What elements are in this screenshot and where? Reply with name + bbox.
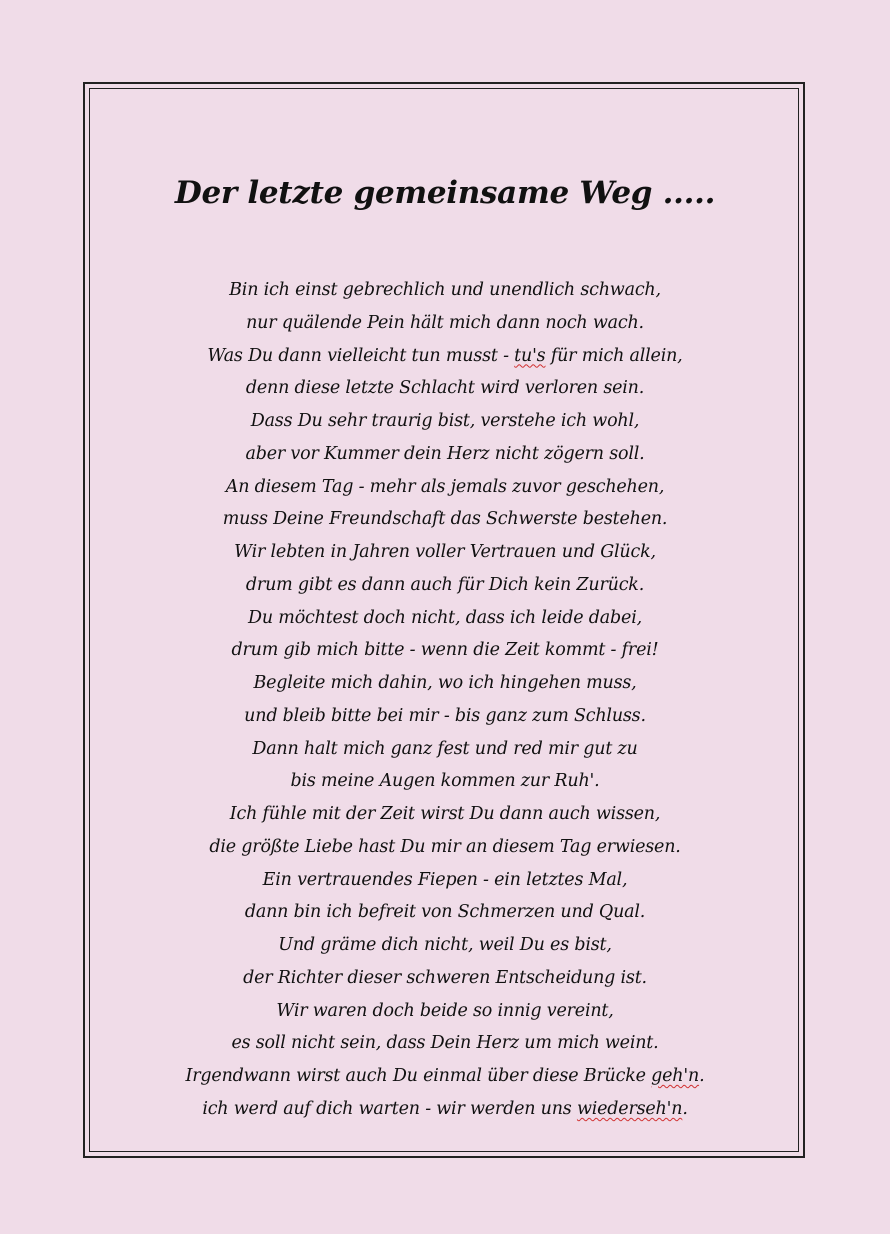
poem-line bbox=[0, 798, 890, 831]
poem-line-text: Irgendwann wirst auch Du einmal über diese Brücke bbox=[185, 1066, 652, 1086]
poem-line bbox=[0, 667, 890, 700]
poem-line-text: drum gibt es dann auch für Dich kein Zurück. bbox=[245, 574, 645, 595]
poem-line-text: nur quälende Pein hält mich dann noch wach. bbox=[246, 312, 644, 333]
poem-line-text: ich werd auf dich warten - wir werden uns bbox=[202, 1098, 577, 1119]
poem-line bbox=[0, 634, 890, 667]
poem-line-text: drum gib mich bitte - wenn die Zeit kommt - frei! bbox=[231, 640, 659, 661]
poem-line-text: Ein vertrauendes Fiepen - ein letztes Mal, bbox=[262, 869, 628, 890]
spellcheck-flagged-word: tu's bbox=[514, 345, 546, 366]
poem-line bbox=[0, 274, 890, 307]
poem-line-text: . bbox=[682, 1098, 688, 1119]
poem-line-text: . bbox=[699, 1066, 705, 1086]
poem-line-text: Begleite mich dahin, wo ich hingehen muss, bbox=[253, 673, 637, 693]
poem-line bbox=[0, 1093, 890, 1126]
poem-line-text: der Richter dieser schweren Entscheidung ist. bbox=[243, 967, 647, 988]
poem-line bbox=[0, 700, 890, 733]
poem-line bbox=[0, 1060, 890, 1093]
poem-line bbox=[0, 733, 890, 766]
poem-line-text: An diesem Tag - mehr als jemals zuvor geschehen, bbox=[225, 476, 665, 497]
poem-line-text: Du möchtest doch nicht, dass ich leide dabei, bbox=[248, 607, 642, 628]
poem-line bbox=[0, 372, 890, 405]
poem-line bbox=[0, 929, 890, 962]
poem-line-text: muss Deine Freundschaft das Schwerste bestehen. bbox=[222, 509, 668, 530]
poem-line bbox=[0, 831, 890, 864]
poem-line bbox=[0, 536, 890, 569]
poem-line-text: Dass Du sehr traurig bist, verstehe ich wohl, bbox=[250, 411, 640, 431]
poem-line-text: die größte Liebe hast Du mir an diesem Tag erwiesen. bbox=[209, 836, 681, 857]
poem-line-text: es soll nicht sein, dass Dein Herz um mich weint. bbox=[231, 1033, 659, 1054]
poem-line-text: bis meine Augen kommen zur Ruh'. bbox=[290, 771, 600, 792]
poem-line bbox=[0, 438, 890, 471]
poem-line-text: Und gräme dich nicht, weil Du es bist, bbox=[278, 935, 612, 955]
poem-line bbox=[0, 864, 890, 897]
poem-line bbox=[0, 765, 890, 798]
poem-line bbox=[0, 405, 890, 438]
poem-line bbox=[0, 340, 890, 373]
poem-line-text: und bleib bitte bei mir - bis ganz zum Schluss. bbox=[244, 705, 646, 726]
poem-line-text: Wir waren doch beide so innig vereint, bbox=[276, 1000, 614, 1021]
poem-line bbox=[0, 602, 890, 635]
poem-line bbox=[0, 471, 890, 504]
poem-line bbox=[0, 896, 890, 929]
poem-line-text: Wir lebten in Jahren voller Vertrauen und Glück, bbox=[234, 542, 656, 562]
poem-line-text: Was Du dann vielleicht tun musst - bbox=[207, 345, 515, 366]
poem-line-text: denn diese letzte Schlacht wird verloren sein. bbox=[245, 378, 645, 399]
poem-line bbox=[0, 307, 890, 340]
poem-line bbox=[0, 503, 890, 536]
poem-line-text: dann bin ich befreit von Schmerzen und Qual. bbox=[244, 902, 646, 923]
poem-line-text: Dann halt mich ganz fest und red mir gut zu bbox=[252, 738, 638, 759]
poem-line bbox=[0, 569, 890, 602]
poem-line-text: Ich fühle mit der Zeit wirst Du dann auch wissen, bbox=[229, 804, 661, 824]
poem-line-text: aber vor Kummer dein Herz nicht zögern soll. bbox=[245, 443, 645, 464]
poem-title: Der letzte gemeinsame Weg ..... bbox=[174, 175, 716, 211]
poem-body bbox=[0, 274, 890, 1126]
poem-line bbox=[0, 962, 890, 995]
spellcheck-flagged-word: geh'n bbox=[651, 1066, 700, 1086]
poem-line bbox=[0, 995, 890, 1028]
poem-line-text: für mich allein, bbox=[545, 345, 683, 366]
spellcheck-flagged-word: wiederseh'n bbox=[576, 1098, 683, 1119]
poem-line bbox=[0, 1027, 890, 1060]
poem-line-text: Bin ich einst gebrechlich und unendlich schwach, bbox=[229, 280, 661, 300]
